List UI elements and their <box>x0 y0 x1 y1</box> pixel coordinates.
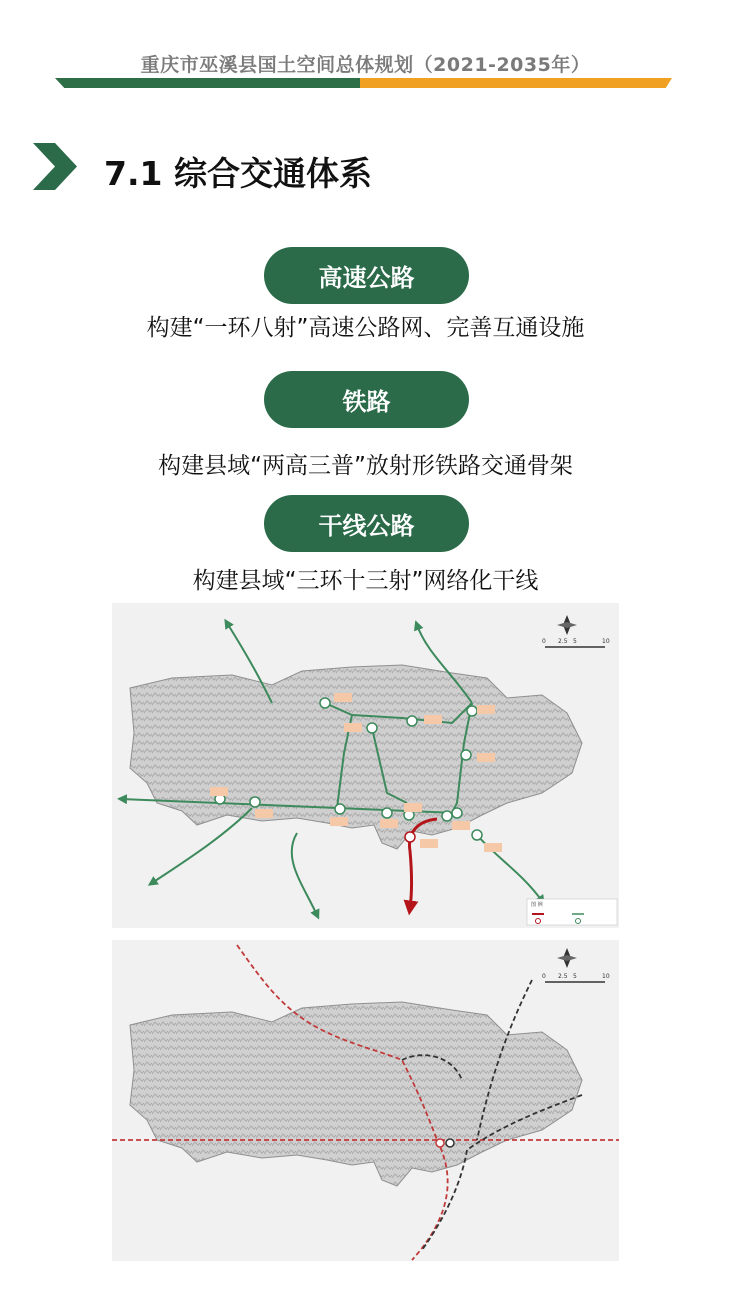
svg-text:5: 5 <box>573 638 577 645</box>
category-pill-highway: 高速公路 <box>264 247 469 304</box>
header-bar-orange <box>360 78 672 88</box>
category-desc-railway: 构建县域“两高三普”放射形铁路交通骨架 <box>158 453 573 479</box>
chevron-right-icon <box>33 143 77 190</box>
railway-network-map <box>112 940 619 1261</box>
section-title: 7.1 综合交通体系 <box>104 154 372 193</box>
svg-text:2.5: 2.5 <box>558 973 568 980</box>
svg-text:0: 0 <box>542 973 546 980</box>
category-desc-trunk-road: 构建县域“三环十三射”网络化干线 <box>192 568 539 594</box>
svg-text:2.5: 2.5 <box>558 638 568 645</box>
category-pill-railway: 铁路 <box>264 371 469 428</box>
header-bar-green <box>55 78 365 88</box>
category-pill-trunk-road: 干线公路 <box>264 495 469 552</box>
svg-text:0: 0 <box>542 638 546 645</box>
railway-station <box>446 1139 454 1147</box>
category-desc-highway: 构建“一环八射”高速公路网、完善互通设施 <box>146 315 585 341</box>
svg-text:10: 10 <box>602 973 610 980</box>
svg-text:10: 10 <box>602 638 610 645</box>
document-title: 重庆市巫溪县国土空间总体规划（2021-2035年） <box>140 54 591 76</box>
map-legend <box>527 899 617 925</box>
railway-station <box>436 1139 444 1147</box>
svg-text:5: 5 <box>573 973 577 980</box>
highway-network-map <box>112 603 619 928</box>
svg-text:图 例: 图 例 <box>531 902 543 908</box>
